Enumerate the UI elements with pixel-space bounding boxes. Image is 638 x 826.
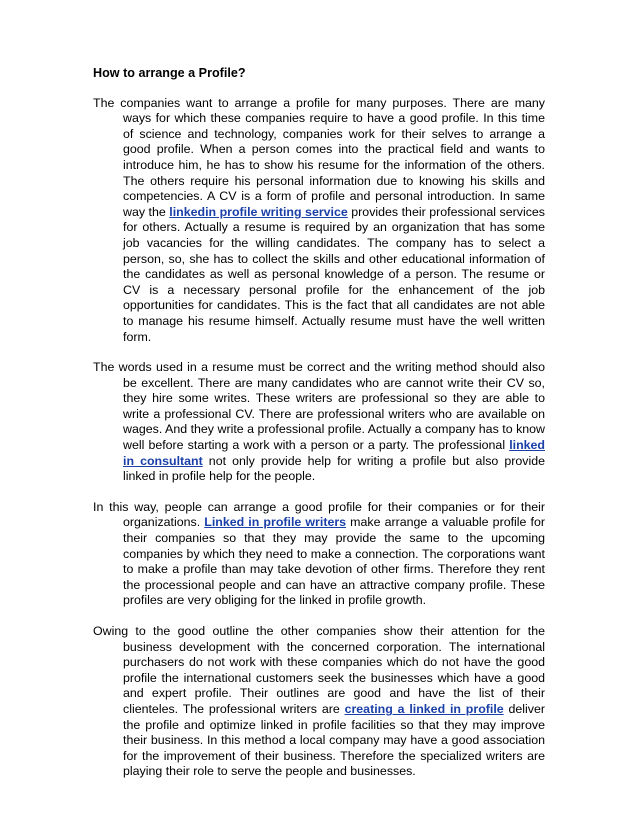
creating-linked-in-profile-link[interactable]: creating a linked in profile — [344, 701, 504, 716]
document-page — [93, 66, 545, 795]
paragraph-1 — [93, 96, 545, 346]
paragraph-text: Owing to the good outline the other companies show their attention for the business development with the concerned corporation. The international purchasers do not work with these companies which do not have the good profile the international customers seek the businesses which have a good and expert profile. Their outlines are good and have the list of their clienteles. The professional writers are — [93, 624, 545, 716]
paragraph-text: not only provide help for writing a profile but also provide linked in profile help for the people. — [123, 453, 545, 484]
paragraph-text: The words used in a resume must be correct and the writing method should also be excellent. There are many candidates who are cannot write their CV so, they hire some writes. These writers are professional so they are able to write a professional CV. There are professional writers who are available on wages. And they write a professional profile. Actually a company has to know well before starting a work with a person or a party. The professional — [93, 360, 545, 453]
paragraph-text: make arrange a valuable profile for their companies so that they may provide the same to the upcoming companies by which they need to make a connection. The corporations want to make a profile than may take devotion of other firms. Therefore they rent the processional people and can have an attractive company profile. These profiles are very obliging for the linked in profile growth. — [123, 515, 545, 608]
paragraph-4 — [93, 624, 545, 780]
document-title: How to arrange a Profile? — [93, 66, 246, 80]
linkedin-profile-writing-service-link[interactable]: linkedin profile writing service — [169, 204, 348, 219]
linked-in-profile-writers-link[interactable]: Linked in profile writers — [204, 515, 347, 530]
paragraph-2 — [93, 360, 545, 485]
paragraph-3 — [93, 500, 545, 609]
paragraph-text: provides their professional services for others. Actually a resume is required by an organization that has some job vacancies for the willing candidates. The company has to select a person, so, she has to collect the skills and other educational information of the candidates as well as personal knowledge of a person. The resume or CV is a necessary personal profile for the enhancement of the job opportunities for candidates. This is the fact that all candidates are not able to manage his resume himself. Actually resume must have the well written form. — [123, 204, 545, 344]
linked-in-consultant-link[interactable]: linked in consultant — [123, 438, 545, 468]
paragraph-text: The companies want to arrange a profile for many purposes. There are many ways for which these companies require to have a good profile. In this time of science and technology, companies work for their selves to arrange a good profile. When a person comes into the practical field and wants to introduce him, he has to show his resume for the information of the others. The others require his personal information due to knowing his skills and competencies. A CV is a form of profile and personal introduction. In same way the — [93, 95, 545, 219]
paragraph-text: In this way, people can arrange a good profile for their companies or for their organizations. — [93, 499, 545, 530]
paragraph-text: deliver the profile and optimize linked in profile facilities so that they may improve their business. In this method a local company may have a good association for the improvement of their business. Therefore the specialized writers are playing their role to serve the people and businesses. — [123, 701, 546, 779]
